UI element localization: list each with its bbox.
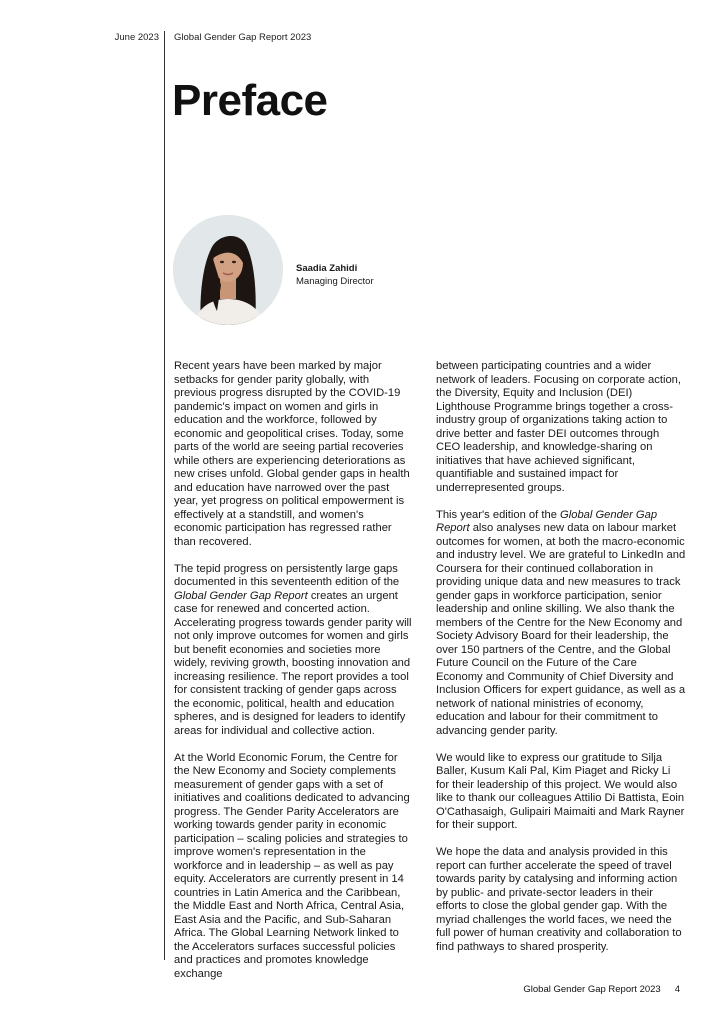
page-number: 4 xyxy=(674,984,680,995)
right-paragraph-2: This year's edition of the Global Gender Gap Report also analyses new data on labour market outcomes for women, at both the macro-economic and industry level. We are grateful to LinkedIn and Coursera for their continued collaboration in providing unique data and new measures to track gender gaps in workforce participation, senior leadership and online skilling. We also thank the members of the Centre for the New Economy and Society Advisory Board for their leadership, the over 150 partners of the Centre, and the Global Future Council on the Future of the Care Economy and Community of Chief Diversity and Inclusion Officers for expert guidance, as well as a network of national ministries of economy, education and labour for their commitment to advancing gender parity. xyxy=(436,508,686,737)
author-portrait xyxy=(173,215,283,325)
header-date: June 2023 xyxy=(114,32,159,43)
page-title: Preface xyxy=(172,76,328,125)
left-paragraph-2: The tepid progress on persistently large gaps documented in this seventeenth edition of the Global Gender Gap Report creates an urgent case for renewed and concerted action. Accelerating progress towards gender parity will not only improve outcomes for women and girls but benefit economies and societies more widely, reviving growth, boosting innovation and increasing resilience. The report provides a tool for consistent tracking of gender gaps across the economic, political, health and education spheres, and is designed for leaders to identify areas for individual and collective action. xyxy=(174,562,412,737)
right-column xyxy=(436,360,686,968)
left-paragraph-1: Recent years have been marked by major setbacks for gender parity globally, with previous progress disrupted by the COVID-19 pandemic's impact on women and girls in education and the workforce, followed by economic and geopolitical crises. Today, some parts of the world are seeing partial recoveries while others are experiencing deteriorations as new crises unfold. Global gender gaps in health and education have narrowed over the past year, yet progress on political empowerment is effectively at a standstill, and women's economic participation has regressed rather than recovered. xyxy=(174,360,410,548)
right-paragraph-1: between participating countries and a wider network of leaders. Focusing on corporate action, the Diversity, Equity and Inclusion (DEI) Lighthouse Programme brings together a cross-industry group of organizations taking action to drive better and faster DEI outcomes through CEO leadership, and knowledge-sharing on initiatives that have achieved significant, quantifiable and sustained impact for underrepresented groups. xyxy=(436,360,682,494)
left-paragraph-3: At the World Economic Forum, the Centre for the New Economy and Society complements measurement of gender gaps with a set of initiatives and coalitions dedicated to advancing progress. The Gender Parity Accelerators are working towards gender parity in economic participation – scaling policies and strategies to improve women's representation in the workforce and in leadership – as well as pay equity. Accelerators are currently present in 14 countries in Latin America and the Caribbean, the Middle East and North Africa, Central Asia, East Asia and the Pacific, and Sub-Saharan Africa. The Global Learning Network linked to the Accelerators surfaces successful policies and practices and promotes knowledge exchange xyxy=(174,751,410,980)
right-paragraph-3: We would like to express our gratitude to Silja Baller, Kusum Kali Pal, Kim Piaget and Ricky Li for their leadership of this project. We would also like to thank our colleagues Attilio Di Battista, Eoin O'Cathasaigh, Gulipairi Maimaiti and Mark Rayner for their support. xyxy=(436,751,685,831)
right-paragraph-4: We hope the data and analysis provided in this report can further accelerate the speed of travel towards parity by catalysing and informing action by public- and private-sector leaders in their efforts to close the global gender gap. With the myriad challenges the world faces, we need the full power of human creativity and collaboration to find pathways to shared prosperity. xyxy=(436,846,682,953)
left-column xyxy=(174,360,414,995)
header-report-title: Global Gender Gap Report 2023 xyxy=(174,32,312,43)
footer-report-title: Global Gender Gap Report 2023 xyxy=(523,984,661,995)
vertical-divider xyxy=(164,31,165,960)
page-footer xyxy=(523,984,680,995)
author-block xyxy=(296,262,374,288)
author-role: Managing Director xyxy=(296,276,374,287)
author-name: Saadia Zahidi xyxy=(296,263,358,274)
